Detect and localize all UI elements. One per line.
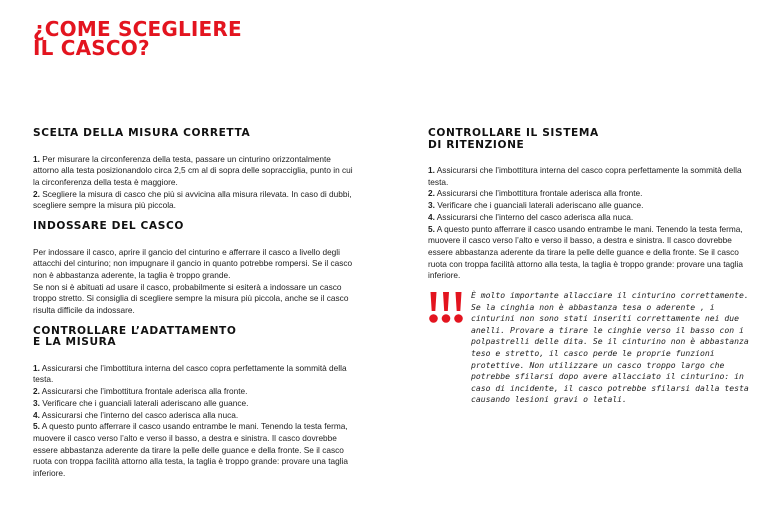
item-text: Assicurarsi che l’imbottitura frontale aderisca alla fronte. bbox=[434, 188, 643, 199]
item-text: Assicurarsi che l’imbottitura interna del casco copra perfettamente la sommità della testa. bbox=[428, 165, 742, 187]
heading-line: CONTROLLARE L’ADATTAMENTO bbox=[33, 324, 237, 337]
right-column bbox=[428, 128, 750, 406]
item-text: Scegliere la misura di casco che più si avvicina alla misura rilevata. In caso di dubbi, scegliere sempre la misura più piccola. bbox=[33, 188, 352, 211]
item-text: Assicurarsi che l’interno del casco aderisca alla nuca. bbox=[39, 409, 239, 420]
warning-text: È molto importante allacciare il cinturino correttamente. Se la cinghia non è abbastanza tesa o aderente , i cinturini non sono stati inseriti correttamente nei due anelli. Provare a tirare le cinghie verso il basso con i polpastrelli delle dita. Se il cinturino non è abbastanza teso e stretto, il casco perde le proprie funzioni protettive. Non utilizzare un casco troppo largo che potrebbe sfilarsi dopo avere allacciato il cinturino: in caso di incidente, il casco potrebbe sfilarsi dalla testa causando lesioni gravi o letali. bbox=[471, 290, 749, 405]
list-item bbox=[33, 386, 355, 398]
item-text: Verificare che i guanciali laterali aderiscano alle guance. bbox=[434, 200, 644, 211]
heading-ritenzione bbox=[428, 128, 750, 151]
item-text: Assicurarsi che l’interno del casco aderisca alla nuca. bbox=[434, 211, 634, 222]
item-number: 3. bbox=[33, 397, 40, 408]
list-item bbox=[428, 188, 750, 200]
title-line-1: ¿COME SCEGLIERE bbox=[33, 17, 242, 41]
item-number: 1. bbox=[33, 153, 40, 164]
heading-line: DI RITENZIONE bbox=[428, 138, 525, 151]
item-number: 2. bbox=[33, 188, 40, 199]
item-number: 1. bbox=[428, 165, 435, 175]
paragraph: Se non si è abituati ad usare il casco, probabilmente si esiterà a indossare un casco troppo stretto. Si consiglia di scegliere sempre la misura più piccola, anche se il casco risulta difficile da indossare. bbox=[33, 281, 349, 316]
item-text: Per misurare la circonferenza della testa, passare un cinturino orizzontalmente attorno alla testa posizionandolo circa 2,5 cm al di sopra delle sopracciglia, punto in cui la circonferenza della testa è maggiore. bbox=[33, 153, 353, 187]
warning-note bbox=[428, 290, 750, 406]
list-item bbox=[428, 165, 750, 188]
list-item bbox=[428, 200, 750, 212]
item-number: 5. bbox=[428, 223, 435, 234]
paragraph: Per indossare il casco, aprire il gancio del cinturino e afferrare il casco a livello degli attacchi del cinturino; non impugnare il gancio in quanto potrebbe rompersi. Se il casco non è abbastanza aderente, la taglia è troppo grande. bbox=[33, 246, 353, 280]
triple-exclamation-icon bbox=[428, 291, 464, 324]
item-number: 2. bbox=[428, 188, 435, 199]
list-item bbox=[33, 410, 355, 422]
page-title bbox=[33, 17, 242, 60]
list-item bbox=[33, 363, 355, 386]
heading-line: E LA MISURA bbox=[33, 336, 117, 349]
title-line-2: IL CASCO? bbox=[33, 36, 150, 60]
item-number: 5. bbox=[33, 421, 40, 432]
list-item bbox=[428, 212, 750, 224]
item-number: 2. bbox=[33, 386, 40, 397]
item-text: A questo punto afferrare il casco usando entrambe le mani. Tenendo la testa ferma, muovere il casco verso l’alto e verso il basso, a destra e sinistra. Il casco dovrebbe essere abbastanza aderente da tirare la pelle delle guance e della fronte. Se il casco ruota con troppa facilità attorno alla testa, la taglia è troppo grande: provare una taglia inferiore. bbox=[428, 223, 744, 281]
list-item bbox=[33, 398, 355, 410]
heading-scelta-misura: SCELTA DELLA MISURA CORRETTA bbox=[33, 127, 251, 139]
item-number: 4. bbox=[428, 211, 435, 222]
item-number: 3. bbox=[428, 200, 435, 211]
heading-line: CONTROLLARE IL SISTEMA bbox=[428, 127, 599, 139]
list-item bbox=[428, 224, 750, 283]
list-item bbox=[33, 421, 355, 480]
item-number: 4. bbox=[33, 409, 40, 420]
list-item bbox=[33, 154, 355, 189]
item-text: Assicurarsi che l’imbottitura interna del casco copra perfettamente la sommità della testa. bbox=[33, 362, 347, 385]
heading-adattamento bbox=[33, 326, 355, 349]
heading-indossare: INDOSSARE DEL CASCO bbox=[33, 220, 184, 233]
item-text: Verificare che i guanciali laterali aderiscano alle guance. bbox=[39, 397, 249, 408]
left-column bbox=[33, 128, 355, 480]
list-item bbox=[33, 189, 355, 212]
item-number: 1. bbox=[33, 362, 40, 373]
item-text: A questo punto afferrare il casco usando entrambe le mani. Tenendo la testa ferma, muovere il casco verso l’alto e verso il basso, a destra e sinistra. Il casco dovrebbe essere abbastanza aderente da tirare la pelle delle guance e della fronte. Se il casco ruota con troppa facilità attorno alla testa, la taglia è troppo grande: provare una taglia inferiore. bbox=[33, 421, 349, 479]
item-text: Assicurarsi che l’imbottitura frontale aderisca alla fronte. bbox=[39, 386, 248, 397]
